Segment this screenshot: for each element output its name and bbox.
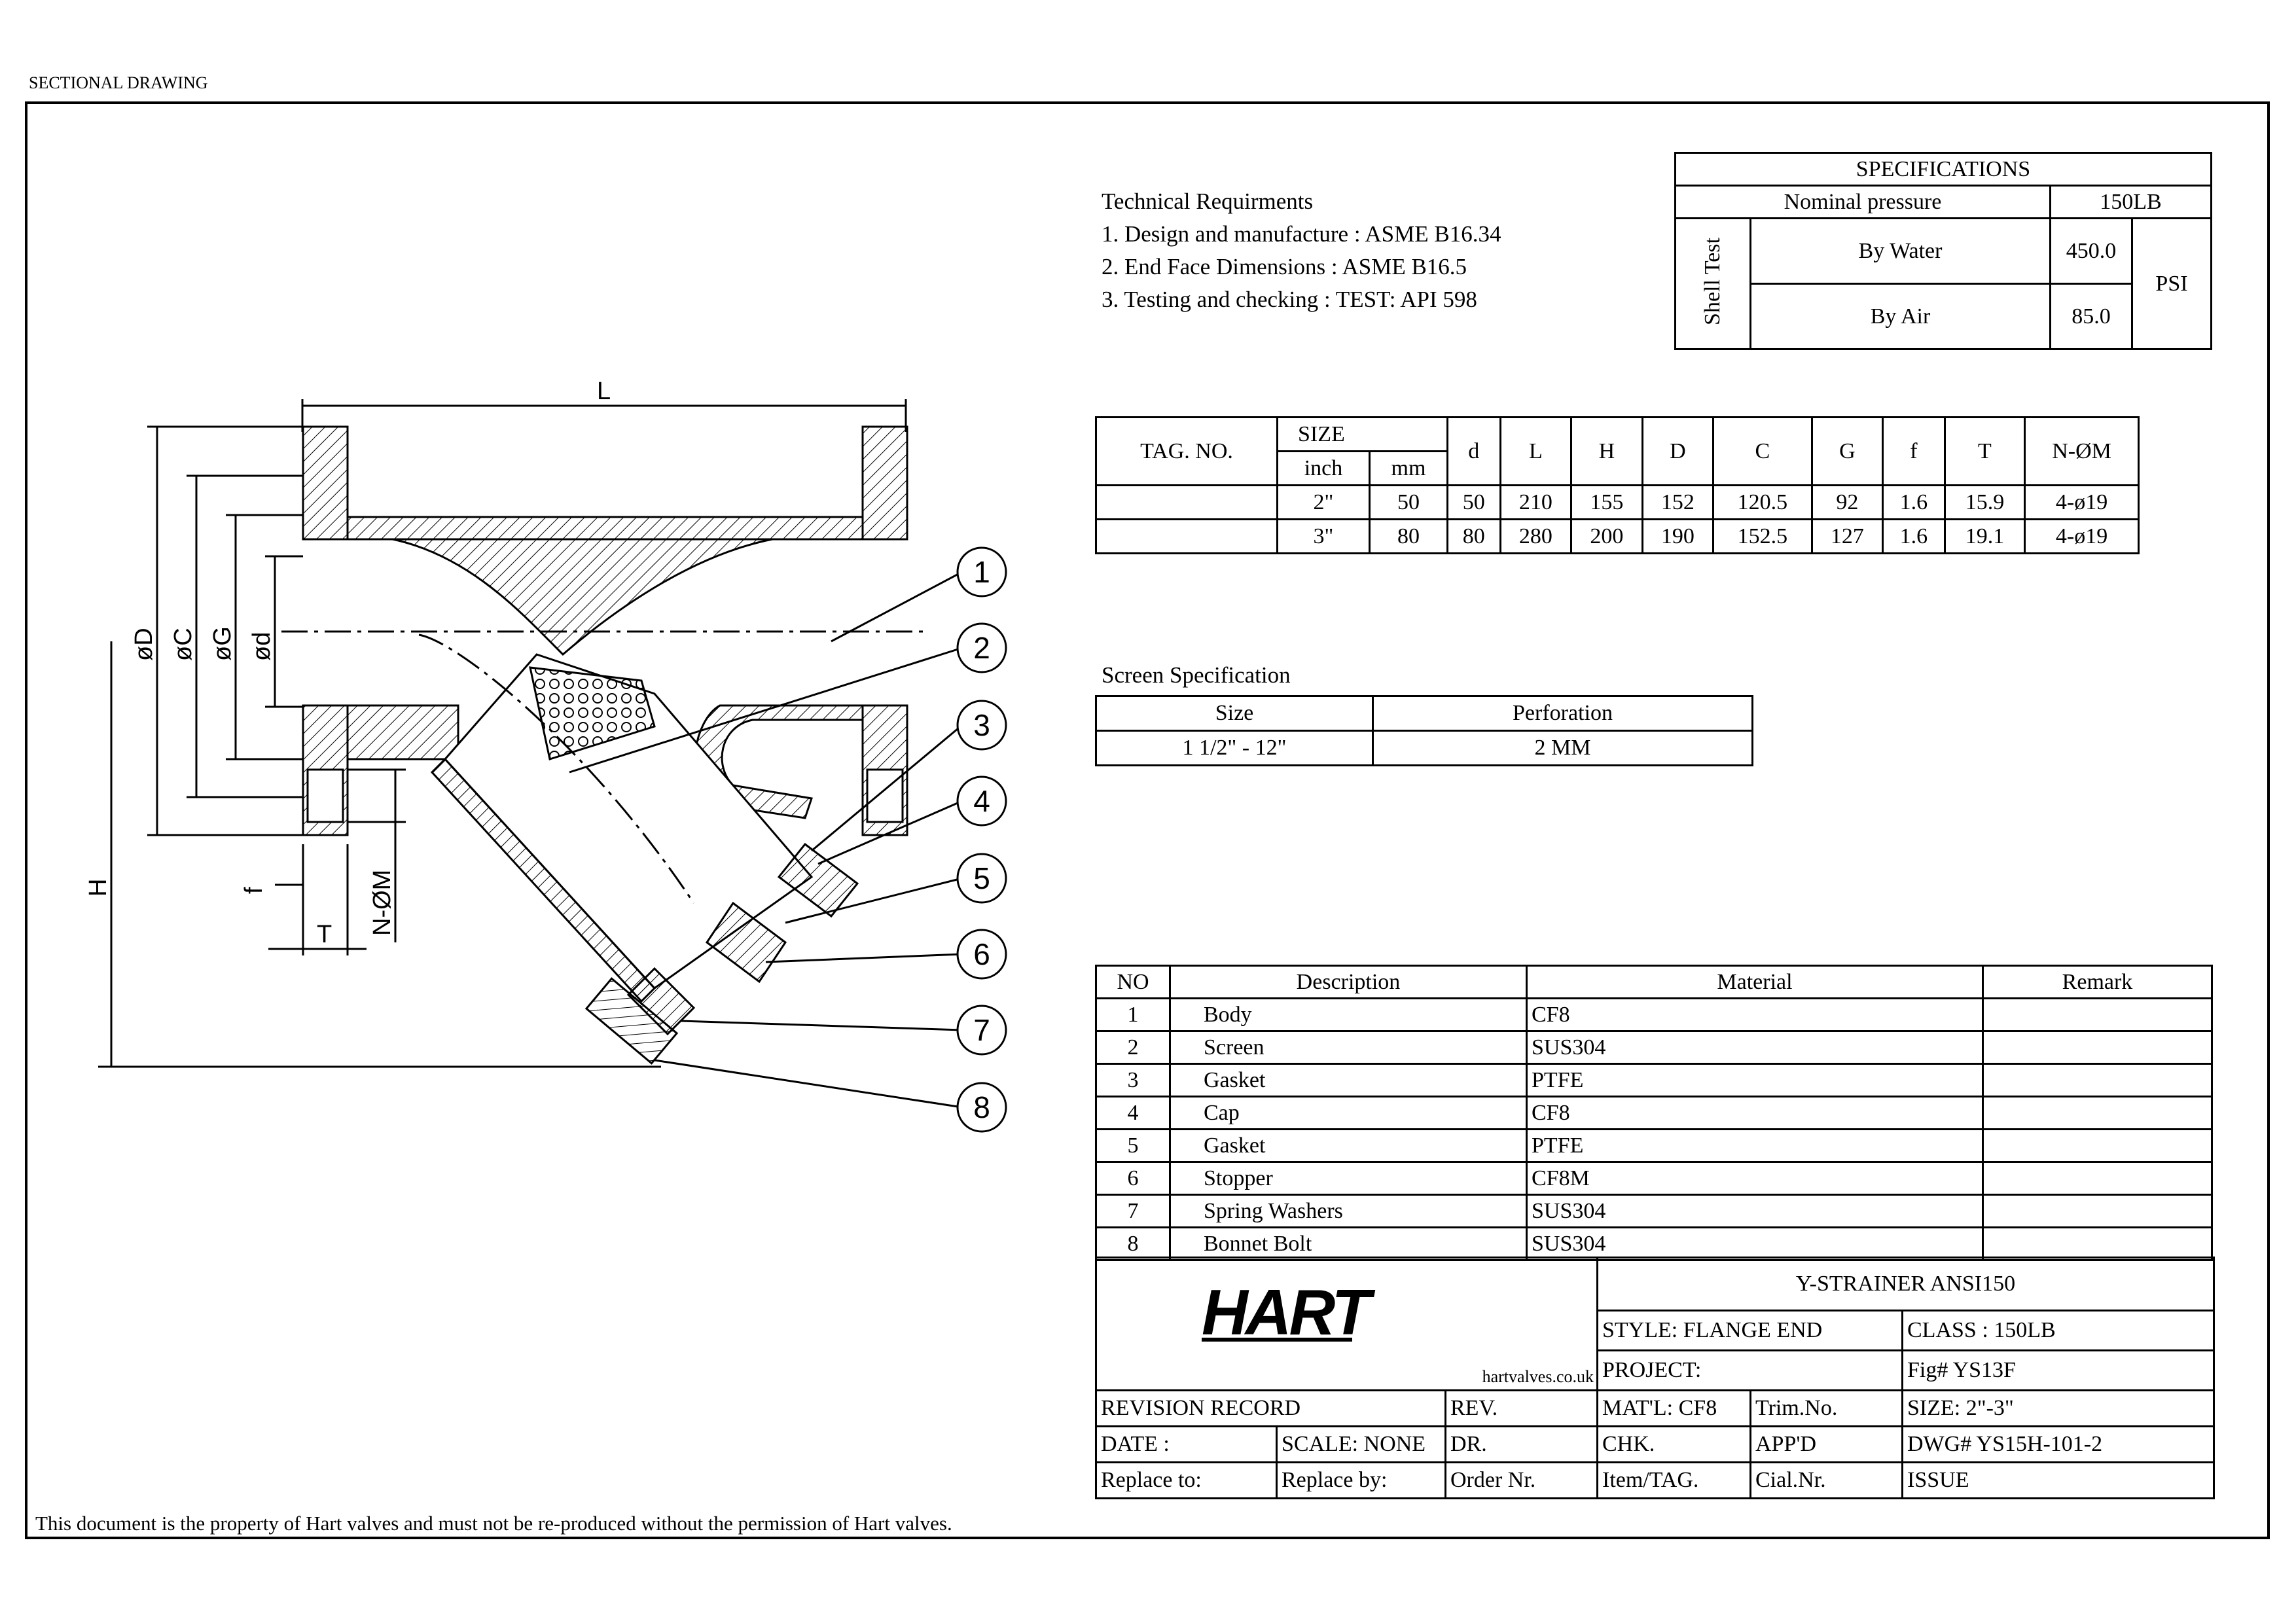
value-cell: 1.6	[1883, 486, 1945, 520]
air-label: By Air	[1751, 284, 2051, 349]
bom-desc: Stopper	[1170, 1162, 1527, 1195]
bom-desc: Body	[1170, 999, 1527, 1031]
balloon-4: 4	[973, 784, 990, 818]
col-header: C	[1713, 418, 1812, 486]
bom-no: 3	[1096, 1064, 1170, 1097]
screen-spec-table	[1095, 695, 1753, 766]
air-value: 85.0	[2051, 284, 2132, 349]
value-cell: 4-ø19	[2025, 520, 2139, 554]
replace-to-cell: Replace to:	[1096, 1463, 1277, 1499]
water-value: 450.0	[2051, 219, 2132, 284]
table-row	[1096, 1130, 2212, 1162]
screen-size-value: 1 1/2" - 12"	[1096, 731, 1373, 766]
dim-G: øG	[209, 626, 236, 661]
mm-cell: 80	[1370, 520, 1448, 554]
size-cell: SIZE: 2"-3"	[1903, 1391, 2214, 1427]
revision-record-cell: REVISION RECORD	[1096, 1391, 1446, 1427]
bom-no: 7	[1096, 1195, 1170, 1228]
value-cell: 210	[1500, 486, 1571, 520]
table-row	[1096, 520, 2139, 554]
col-header: d	[1448, 418, 1501, 486]
value-cell: 152	[1642, 486, 1713, 520]
balloon-7: 7	[973, 1013, 990, 1047]
value-cell: 15.9	[1945, 486, 2025, 520]
mm-cell: 50	[1370, 486, 1448, 520]
table-row	[1096, 1031, 2212, 1064]
inch-cell: 2"	[1278, 486, 1370, 520]
bom-desc: Cap	[1170, 1097, 1527, 1130]
spec-title: SPECIFICATIONS	[1676, 153, 2212, 186]
website-text: hartvalves.co.uk	[1482, 1367, 1594, 1386]
shell-test-cell	[1676, 219, 1751, 349]
bom-material: SUS304	[1527, 1195, 1983, 1228]
mm-header: mm	[1370, 452, 1448, 486]
value-cell: 92	[1812, 486, 1883, 520]
bom-no: 2	[1096, 1031, 1170, 1064]
logo-text: HART	[1202, 1276, 1369, 1346]
table-row	[1096, 486, 2139, 520]
bom-no: 1	[1096, 999, 1170, 1031]
project-cell: PROJECT:	[1598, 1350, 1903, 1390]
logo-cell	[1096, 1258, 1598, 1391]
bom-desc: Gasket	[1170, 1130, 1527, 1162]
table-row	[1096, 1064, 2212, 1097]
table-row	[1096, 1097, 2212, 1130]
bom-material: CF8	[1527, 999, 1983, 1031]
bom-material: PTFE	[1527, 1130, 1983, 1162]
perforation-value: 2 MM	[1373, 731, 1753, 766]
cial-cell: Cial.Nr.	[1751, 1463, 1903, 1499]
bom-desc: Bonnet Bolt	[1170, 1228, 1527, 1260]
requirement-item: 2. End Face Dimensions : ASME B16.5	[1102, 254, 1467, 279]
style-cell: STYLE: FLANGE END	[1598, 1310, 1903, 1350]
dim-T: T	[317, 921, 332, 948]
bom-no-header: NO	[1096, 966, 1170, 999]
bom-material: CF8M	[1527, 1162, 1983, 1195]
balloon-2: 2	[973, 631, 990, 665]
col-header: H	[1571, 418, 1643, 486]
value-cell: 155	[1571, 486, 1643, 520]
bom-material: CF8	[1527, 1097, 1983, 1130]
balloon-6: 6	[973, 937, 990, 971]
bom-remark	[1983, 1130, 2212, 1162]
col-header: G	[1812, 418, 1883, 486]
col-header: D	[1642, 418, 1713, 486]
bom-desc: Screen	[1170, 1031, 1527, 1064]
shell-test-label: Shell Test	[1700, 238, 1725, 325]
bom-no: 5	[1096, 1130, 1170, 1162]
dim-H: H	[84, 878, 112, 897]
dimensions-table	[1095, 416, 2140, 554]
dr-cell: DR.	[1446, 1427, 1598, 1463]
bom-remark	[1983, 1228, 2212, 1260]
tag-cell	[1096, 520, 1278, 554]
inch-header: inch	[1278, 452, 1370, 486]
value-cell: 50	[1448, 486, 1501, 520]
appd-cell: APP'D	[1751, 1427, 1903, 1463]
dwg-cell: DWG# YS15H-101-2	[1903, 1427, 2214, 1463]
issue-cell: ISSUE	[1903, 1463, 2214, 1499]
bom-remark	[1983, 1097, 2212, 1130]
nominal-label: Nominal pressure	[1676, 186, 2051, 219]
requirement-item: 1. Design and manufacture : ASME B16.34	[1102, 221, 1501, 247]
scale-cell: SCALE: NONE	[1277, 1427, 1446, 1463]
dim-D: øD	[130, 628, 158, 661]
bom-remark	[1983, 1064, 2212, 1097]
inch-cell: 3"	[1278, 520, 1370, 554]
matl-cell: MAT'L: CF8	[1598, 1391, 1751, 1427]
value-cell: 200	[1571, 520, 1643, 554]
dim-d: ød	[248, 632, 276, 661]
trim-cell: Trim.No.	[1751, 1391, 1903, 1427]
date-cell: DATE :	[1096, 1427, 1277, 1463]
bom-remark	[1983, 999, 2212, 1031]
value-cell: 190	[1642, 520, 1713, 554]
bom-material-header: Material	[1527, 966, 1983, 999]
bom-material: SUS304	[1527, 1031, 1983, 1064]
col-header: N-ØM	[2025, 418, 2139, 486]
fig-cell: Fig# YS13F	[1903, 1350, 2214, 1390]
bom-desc: Gasket	[1170, 1064, 1527, 1097]
specifications-table	[1674, 152, 2212, 350]
bill-of-materials	[1095, 965, 2213, 1261]
dim-f: f	[240, 887, 268, 894]
value-cell: 80	[1448, 520, 1501, 554]
bom-remark	[1983, 1195, 2212, 1228]
col-header: f	[1883, 418, 1945, 486]
bom-remark	[1983, 1162, 2212, 1195]
bom-desc-header: Description	[1170, 966, 1527, 999]
bom-remark	[1983, 1031, 2212, 1064]
value-cell: 127	[1812, 520, 1883, 554]
dim-C: øC	[170, 628, 197, 661]
bom-no: 4	[1096, 1097, 1170, 1130]
requirement-item: 3. Testing and checking : TEST: API 598	[1102, 287, 1477, 312]
balloon-5: 5	[973, 861, 990, 895]
bom-no: 6	[1096, 1162, 1170, 1195]
property-notice: This document is the property of Hart valves and must not be re-produced without the permission of Hart valves.	[35, 1512, 952, 1535]
technical-requirements	[1102, 185, 1501, 316]
product-title: Y-STRAINER ANSI150	[1598, 1258, 2214, 1311]
dim-NM: N-ØM	[368, 869, 396, 936]
col-header: T	[1945, 418, 2025, 486]
sectional-drawing	[79, 373, 1054, 1139]
bom-material: PTFE	[1527, 1064, 1983, 1097]
order-cell: Order Nr.	[1446, 1463, 1598, 1499]
item-tag-cell: Item/TAG.	[1598, 1463, 1751, 1499]
tag-header: TAG. NO.	[1096, 418, 1278, 486]
title-block	[1095, 1257, 2215, 1499]
size-header: SIZE	[1278, 418, 1448, 452]
balloon-3: 3	[973, 708, 990, 742]
sheet-title: SECTIONAL DRAWING	[29, 73, 208, 92]
screen-spec-title: Screen Specification	[1102, 662, 1291, 688]
bom-material: SUS304	[1527, 1228, 1983, 1260]
bom-remark-header: Remark	[1983, 966, 2212, 999]
value-cell: 19.1	[1945, 520, 2025, 554]
table-row	[1096, 999, 2212, 1031]
value-cell: 152.5	[1713, 520, 1812, 554]
pressure-unit: PSI	[2132, 219, 2212, 349]
tag-cell	[1096, 486, 1278, 520]
perforation-header: Perforation	[1373, 696, 1753, 731]
replace-by-cell: Replace by:	[1277, 1463, 1446, 1499]
hart-logo	[1195, 1274, 1398, 1346]
requirements-title: Technical Requirments	[1102, 188, 1314, 214]
bom-no: 8	[1096, 1228, 1170, 1260]
bom-desc: Spring Washers	[1170, 1195, 1527, 1228]
value-cell: 4-ø19	[2025, 486, 2139, 520]
balloon-1: 1	[973, 555, 990, 589]
col-header: L	[1500, 418, 1571, 486]
table-row	[1096, 1162, 2212, 1195]
nominal-value: 150LB	[2051, 186, 2212, 219]
value-cell: 1.6	[1883, 520, 1945, 554]
table-row	[1096, 1228, 2212, 1260]
dim-L: L	[597, 378, 611, 405]
class-cell: CLASS : 150LB	[1903, 1310, 2214, 1350]
water-label: By Water	[1751, 219, 2051, 284]
balloon-8: 8	[973, 1090, 990, 1124]
value-cell: 280	[1500, 520, 1571, 554]
table-row	[1096, 1195, 2212, 1228]
value-cell: 120.5	[1713, 486, 1812, 520]
rev-cell: REV.	[1446, 1391, 1598, 1427]
screen-size-header: Size	[1096, 696, 1373, 731]
chk-cell: CHK.	[1598, 1427, 1751, 1463]
